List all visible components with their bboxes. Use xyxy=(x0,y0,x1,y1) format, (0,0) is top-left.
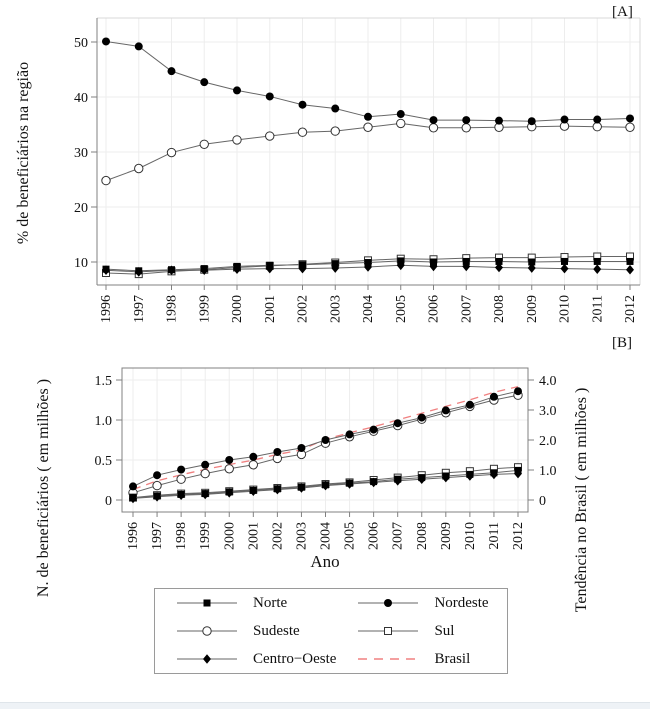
panel-b-xtick: 2008 xyxy=(414,522,430,550)
panel-b-xtick: 2000 xyxy=(222,522,238,550)
panel-a-ytick: 50 xyxy=(74,36,88,51)
panel-b-xtick: 2005 xyxy=(342,522,358,550)
panel-a-ytick: 10 xyxy=(74,256,88,271)
panel-b-ytick-left: 1.0 xyxy=(94,414,112,429)
panel-b-xtick: 1997 xyxy=(150,522,166,550)
panel-b-ytick-left: 0.5 xyxy=(94,454,112,469)
panel-b-ylabel-right: Tendência no Brasil ( em milhões ) xyxy=(573,387,590,613)
panel-a-xtick: 2006 xyxy=(426,295,442,323)
panel-a-xtick: 1996 xyxy=(99,295,114,323)
panel-b-ytick-left: 0 xyxy=(105,494,112,509)
panel-b-ytick-left: 1.5 xyxy=(94,374,112,389)
legend-marker-dash-red xyxy=(356,652,420,666)
panel-a-xtick: 2004 xyxy=(361,295,376,323)
panel-a-xtick: 2012 xyxy=(623,295,638,323)
legend-entry-centro−oeste xyxy=(155,645,336,673)
legend-label: Nordeste xyxy=(434,594,489,611)
legend-label: Norte xyxy=(253,594,288,611)
panel-b-ytick-right: 2.0 xyxy=(539,434,557,449)
panel-a-xtick: 2010 xyxy=(557,295,573,323)
panel-b-ytick-right: 3.0 xyxy=(539,404,557,419)
panel-a-xtick: 2002 xyxy=(295,295,311,323)
legend-entry-sudeste xyxy=(155,617,336,645)
legend xyxy=(154,588,508,674)
legend-label: Sudeste xyxy=(253,622,300,639)
panel-a-xtick: 2007 xyxy=(459,295,475,323)
panel-a-xtick: 1999 xyxy=(197,295,213,323)
panel-b-xtick: 2012 xyxy=(511,522,526,550)
legend-label: Centro−Oeste xyxy=(253,650,337,667)
panel-a-xtick: 1997 xyxy=(131,295,147,323)
panel-a-xtick: 1998 xyxy=(164,295,180,323)
panel-b-tag: [B] xyxy=(612,335,632,351)
panel-b-xtick: 2010 xyxy=(462,522,478,550)
legend-marker-circle-filled xyxy=(356,596,420,610)
panel-b-ytick-right: 1.0 xyxy=(539,464,557,479)
legend-marker-circle-open xyxy=(175,624,239,638)
panel-b-xtick: 2009 xyxy=(438,522,454,550)
panel-b-xtick: 1996 xyxy=(126,522,141,550)
panel-a-ytick: 40 xyxy=(74,91,88,106)
legend-marker-diamond-filled xyxy=(175,652,239,666)
legend-marker-square-open xyxy=(356,624,420,638)
panel-b-xtick: 2011 xyxy=(486,522,502,550)
panel-a-tag: [A] xyxy=(612,4,633,20)
panel-b-xtick: 2001 xyxy=(246,522,262,550)
panel-a-xtick: 2008 xyxy=(492,295,507,323)
panel-b-xtick: 1998 xyxy=(174,522,190,550)
panel-a-xtick: 2003 xyxy=(328,295,344,323)
panel-a-ytick: 20 xyxy=(74,201,88,216)
panel-a-xtick: 2011 xyxy=(590,295,606,323)
panel-b-xtick: 2004 xyxy=(318,522,334,550)
panel-b-ytick-right: 0 xyxy=(539,494,546,509)
panel-a-xtick: 2009 xyxy=(524,295,540,323)
panel-b-xtick: 2003 xyxy=(294,522,310,550)
legend-entry-norte xyxy=(155,589,336,617)
panel-a-xtick: 2005 xyxy=(393,295,409,323)
panel-b-ytick-right: 4.0 xyxy=(539,374,557,389)
legend-entry-nordeste xyxy=(336,589,507,617)
panel-b-xtick: 2002 xyxy=(270,522,286,550)
panel-b-xtick: 2007 xyxy=(390,522,406,550)
panel-a-xtick: 2000 xyxy=(230,295,245,323)
legend-marker-square-filled xyxy=(175,596,239,610)
panel-a-ytick: 30 xyxy=(74,146,88,161)
panel-a-xtick: 2001 xyxy=(262,295,278,323)
panel-b-ylabel-left: N. de beneficiários ( em milhões ) xyxy=(35,378,52,598)
legend-entry-brasil xyxy=(336,645,507,673)
panel-b-xtick: 1999 xyxy=(198,522,214,550)
bottom-strip xyxy=(0,702,650,709)
panel-b-xlabel: Ano xyxy=(310,552,340,571)
legend-label: Brasil xyxy=(434,650,471,667)
legend-entry-sul xyxy=(336,617,507,645)
panel-b-xtick: 2006 xyxy=(366,522,382,550)
panel-a-ylabel: % de beneficiários na região xyxy=(15,61,32,245)
legend-label: Sul xyxy=(434,622,455,639)
